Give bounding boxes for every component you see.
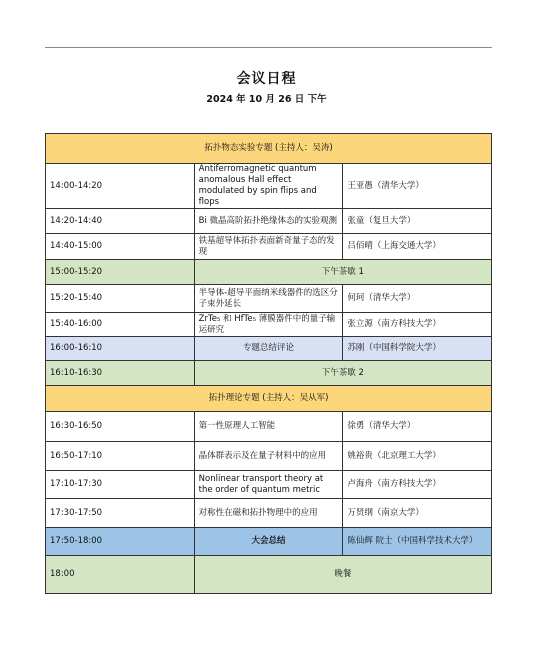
section-title: 拓扑物态实验专题 (主持人：吴涛) bbox=[46, 134, 492, 164]
time-cell: 16:10-16:30 bbox=[46, 361, 195, 386]
talk-title: 专题总结评论 bbox=[194, 337, 343, 361]
talk-row bbox=[46, 234, 492, 260]
section-header-row bbox=[46, 386, 492, 412]
time-cell: 15:00-15:20 bbox=[46, 260, 195, 285]
time-cell: 18:00 bbox=[46, 556, 195, 594]
talk-row bbox=[46, 471, 492, 499]
speaker-cell: 卢海舟（南方科技大学） bbox=[343, 471, 492, 499]
talk-title: 半导体-超导平面纳米线器件的选区分子束外延长 bbox=[194, 285, 343, 313]
tea-break-row bbox=[46, 260, 492, 285]
talk-row bbox=[46, 412, 492, 442]
time-cell: 17:10-17:30 bbox=[46, 471, 195, 499]
speaker-cell: 王亚愚（清华大学） bbox=[343, 164, 492, 209]
page-title: 会议日程 bbox=[236, 71, 297, 87]
speaker-cell: 何珂（清华大学） bbox=[343, 285, 492, 313]
talk-row bbox=[46, 285, 492, 313]
dinner-row bbox=[46, 556, 492, 594]
time-cell: 17:30-17:50 bbox=[46, 499, 195, 528]
speaker-cell: 张立源（南方科技大学） bbox=[343, 313, 492, 337]
schedule-table bbox=[45, 133, 492, 594]
time-cell: 16:30-16:50 bbox=[46, 412, 195, 442]
speaker-cell: 万贤纲（南京大学） bbox=[343, 499, 492, 528]
time-cell: 17:50-18:00 bbox=[46, 528, 195, 556]
talk-row bbox=[46, 164, 492, 209]
time-cell: 15:40-16:00 bbox=[46, 313, 195, 337]
speaker-cell: 陈仙辉 院士（中国科学技术大学） bbox=[343, 528, 492, 556]
talk-title: Antiferromagnetic quantum anomalous Hall effect modulated by spin flips and flops bbox=[194, 164, 343, 209]
talk-title: 大会总结 bbox=[194, 528, 343, 556]
summary-row bbox=[46, 528, 492, 556]
section-header-row bbox=[46, 134, 492, 164]
time-cell: 14:20-14:40 bbox=[46, 209, 195, 234]
time-cell: 16:00-16:10 bbox=[46, 337, 195, 361]
time-cell: 14:00-14:20 bbox=[46, 164, 195, 209]
dinner-label: 晚餐 bbox=[194, 556, 491, 594]
tea-break-row bbox=[46, 361, 492, 386]
section-title: 拓扑理论专题 (主持人：吴从军) bbox=[46, 386, 492, 412]
talk-row bbox=[46, 499, 492, 528]
talk-title: 铁基超导体拓扑表面新奇量子态的发现 bbox=[194, 234, 343, 260]
break-label: 下午茶歇 1 bbox=[194, 260, 491, 285]
speaker-cell: 张童（复旦大学） bbox=[343, 209, 492, 234]
speaker-cell: 苏刚（中国科学院大学） bbox=[343, 337, 492, 361]
time-cell: 14:40-15:00 bbox=[46, 234, 195, 260]
speaker-cell: 吕佰晴（上海交通大学） bbox=[343, 234, 492, 260]
talk-title: ZrTe₅ 和 HfTe₅ 薄膜器件中的量子输运研究 bbox=[194, 313, 343, 337]
discussion-row bbox=[46, 337, 492, 361]
talk-title: 晶体群表示及在量子材料中的应用 bbox=[194, 442, 343, 471]
top-rule bbox=[45, 47, 492, 48]
talk-row bbox=[46, 313, 492, 337]
time-cell: 15:20-15:40 bbox=[46, 285, 195, 313]
talk-row bbox=[46, 209, 492, 234]
page-date: 2024 年 10 月 26 日 下午 bbox=[206, 94, 327, 105]
talk-title: 第一性原理人工智能 bbox=[194, 412, 343, 442]
time-cell: 16:50-17:10 bbox=[46, 442, 195, 471]
talk-title: Bi 微晶高阶拓扑绝缘体态的实验观测 bbox=[194, 209, 343, 234]
talk-title: Nonlinear transport theory at the order of quantum metric bbox=[194, 471, 343, 499]
break-label: 下午茶歇 2 bbox=[194, 361, 491, 386]
speaker-cell: 徐勇（清华大学） bbox=[343, 412, 492, 442]
talk-title: 对称性在磁和拓扑物理中的应用 bbox=[194, 499, 343, 528]
speaker-cell: 姚裕贵（北京理工大学） bbox=[343, 442, 492, 471]
talk-row bbox=[46, 442, 492, 471]
